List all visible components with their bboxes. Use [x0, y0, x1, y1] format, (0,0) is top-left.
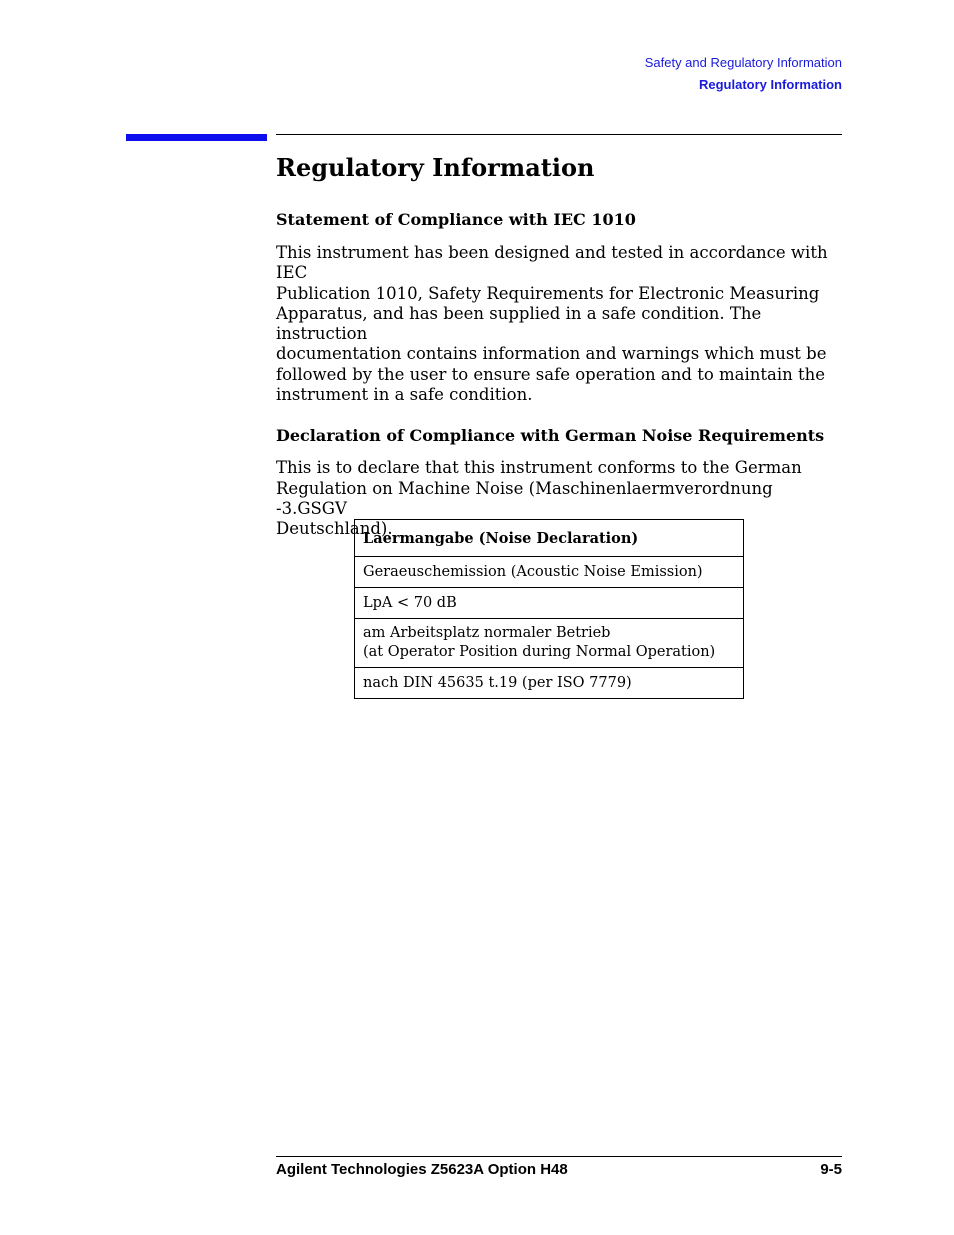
page-footer [276, 1160, 842, 1180]
title-rule [276, 134, 842, 135]
table-row [355, 619, 744, 668]
main-content [276, 150, 842, 540]
table-row [355, 557, 744, 588]
footer-rule [276, 1156, 842, 1157]
table-cell: LpA < 70 dB [355, 588, 744, 619]
table-header-cell: Laermangabe (Noise Declaration) [355, 520, 744, 557]
text-line: Apparatus, and has been supplied in a safe condition. The instruction [276, 303, 762, 344]
running-header [645, 52, 842, 96]
text-line: This is to declare that this instrument conforms to the German [276, 458, 802, 478]
section-heading-noise: Declaration of Compliance with German Noise Requirements [276, 426, 825, 446]
table-cell-line: am Arbeitsplatz normaler Betrieb [363, 625, 611, 641]
table-cell: Geraeuschemission (Acoustic Noise Emission) [355, 557, 744, 588]
chapter-accent-bar [126, 134, 267, 141]
table-cell-line: (at Operator Position during Normal Operation) [363, 644, 716, 660]
footer-product-name: Agilent Technologies Z5623A Option H48 [276, 1161, 568, 1178]
noise-declaration-table [354, 519, 744, 699]
text-line: Regulation on Machine Noise (Maschinenlaermverordnung -3.GSGV [276, 478, 773, 518]
table-header-row [355, 520, 744, 557]
table-cell [355, 619, 744, 668]
text-line: This instrument has been designed and tested in accordance with IEC [276, 243, 828, 283]
header-section-title: Safety and Regulatory Information [644, 55, 842, 70]
paragraph-iec [276, 243, 842, 405]
table-row [355, 668, 744, 699]
header-subsection-title: Regulatory Information [698, 77, 842, 92]
page-title: Regulatory Information [276, 153, 595, 182]
table-cell: nach DIN 45635 t.19 (per ISO 7779) [355, 668, 744, 699]
section-heading-iec: Statement of Compliance with IEC 1010 [276, 210, 636, 229]
text-line: Deutschland). [276, 519, 393, 539]
text-line: Publication 1010, Safety Requirements for Electronic Measuring [276, 283, 820, 303]
page-number: 9-5 [820, 1161, 842, 1178]
text-line: documentation contains information and warnings which must be [276, 344, 827, 364]
text-line: instrument in a safe condition. [276, 385, 533, 405]
text-line: followed by the user to ensure safe operation and to maintain the [276, 364, 826, 384]
table-row [355, 588, 744, 619]
